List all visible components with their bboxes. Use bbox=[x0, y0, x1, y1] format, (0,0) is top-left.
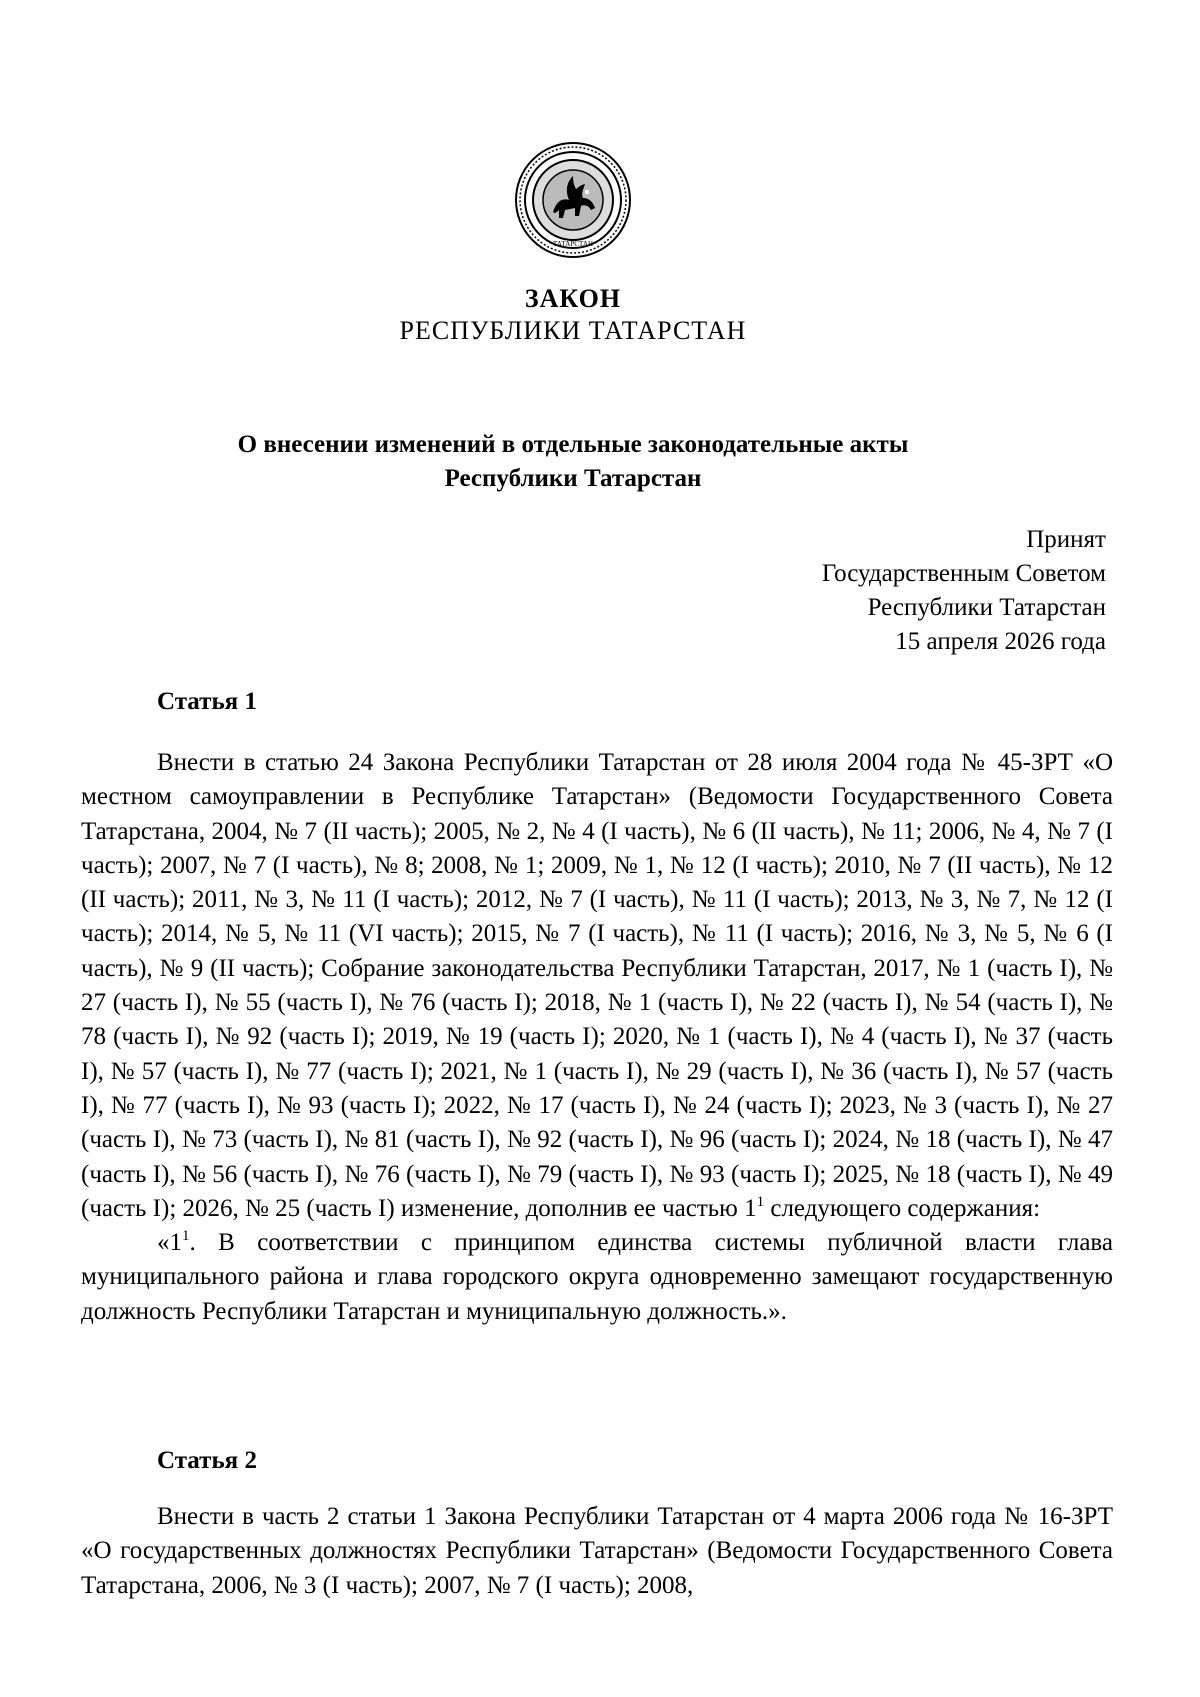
emblem-caption: ТАТАРСТАН bbox=[552, 240, 594, 248]
adoption-line-3: Республики Татарстан bbox=[867, 594, 1106, 621]
law-heading bbox=[0, 283, 1146, 347]
adoption-line-2: Государственным Советом bbox=[821, 560, 1106, 587]
article-1-heading: Статья 1 bbox=[157, 688, 257, 715]
article-2-heading: Статья 2 bbox=[157, 1447, 257, 1474]
article-2-body bbox=[81, 1500, 1113, 1603]
article-1-paragraph-2 bbox=[81, 1226, 1113, 1329]
adoption-date: 15 апреля 2026 года bbox=[895, 628, 1106, 655]
adoption-stamp bbox=[822, 523, 1106, 659]
article-2-paragraph-1: Внести в часть 2 статьи 1 Закона Республики Татарстан от 4 марта 2006 года № 16-ЗРТ «О государственных должностях Республики Татарстан» (Ведомости Государственного Совета Татарстана, 2006, № 3 (I часть); 2007, № 7 (I часть); 2008, bbox=[81, 1503, 1113, 1599]
article-1-p1-sup: 1 bbox=[756, 1193, 765, 1210]
article-1-p1-tail: следующего содержания: bbox=[764, 1194, 1041, 1222]
law-word: ЗАКОН bbox=[524, 284, 622, 313]
law-title bbox=[0, 428, 1146, 496]
law-title-line-2: Республики Татарстан bbox=[444, 465, 702, 492]
republic-name: РЕСПУБЛИКИ ТАТАРСТАН bbox=[399, 316, 747, 345]
article-1-p2-text: . В соответствии с принципом единства системы публичной власти глава муниципального района и глава городского округа одновременно замещают государственную должность Республики Татарстан и муниципальную должность.». bbox=[81, 1229, 1113, 1325]
article-1-body bbox=[81, 746, 1113, 1329]
article-1-p1-text: Внести в статью 24 Закона Республики Татарстан от 28 июля 2004 года № 45-ЗРТ «О местном самоуправлении в Республике Татарстан» (Ведомости Государственного Совета Татарстана, 2004, № 7 (II часть); 2005, № 2, № 4 (I часть), № 6 (II часть), № 11; 2006, № 4, № 7 (I часть); 2007, № 7 (I часть), № 8; 2008, № 1; 2009, № 1, № 12 (I часть); 2010, № 7 (II часть), № 12 (II часть); 2011, № 3, № 11 (I часть); 2012, № 7 (I часть), № 11 (I часть); 2013, № 3, № 7, № 12 (I часть); 2014, № 5, № 11 (VI часть); 2015, № 7 (I часть), № 11 (I часть); 2016, № 3, № 5, № 6 (I часть), № 9 (II часть); Собрание законодательства Республики Татарстан, 2017, № 1 (часть I), № 27 (часть I), № 55 (часть I), № 76 (часть I); 2018, № 1 (часть I), № 22 (часть I), № 54 (часть I), № 78 (часть I), № 92 (часть I); 2019, № 19 (часть I); 2020, № 1 (часть I), № 4 (часть I), № 37 (часть I), № 57 (часть I), № 77 (часть I); 2021, № 1 (часть I), № 29 (часть I), № 36 (часть I), № 57 (часть I), № 77 (часть I), № 93 (часть I); 2022, № 17 (часть I), № 24 (часть I); 2023, № 3 (часть I), № 27 (часть I), № 73 (часть I), № 81 (часть I), № 92 (часть I), № 96 (часть I); 2024, № 18 (часть I), № 47 (часть I), № 56 (часть I), № 76 (часть I), № 79 (часть I), № 93 (часть I); 2025, № 18 (часть I), № 49 (часть I); 2026, № 25 (часть I) изменение, дополнив ее частью 1 bbox=[81, 749, 1113, 1222]
adoption-line-1: Принят bbox=[1026, 526, 1106, 553]
article-1-p2-head: «1 bbox=[157, 1229, 182, 1257]
coat-of-arms-icon bbox=[513, 140, 633, 260]
law-title-line-1: О внесении изменений в отдельные законодательные акты bbox=[237, 431, 909, 458]
article-1-paragraph-1 bbox=[81, 746, 1113, 1226]
article-1-p2-sup: 1 bbox=[182, 1228, 190, 1245]
